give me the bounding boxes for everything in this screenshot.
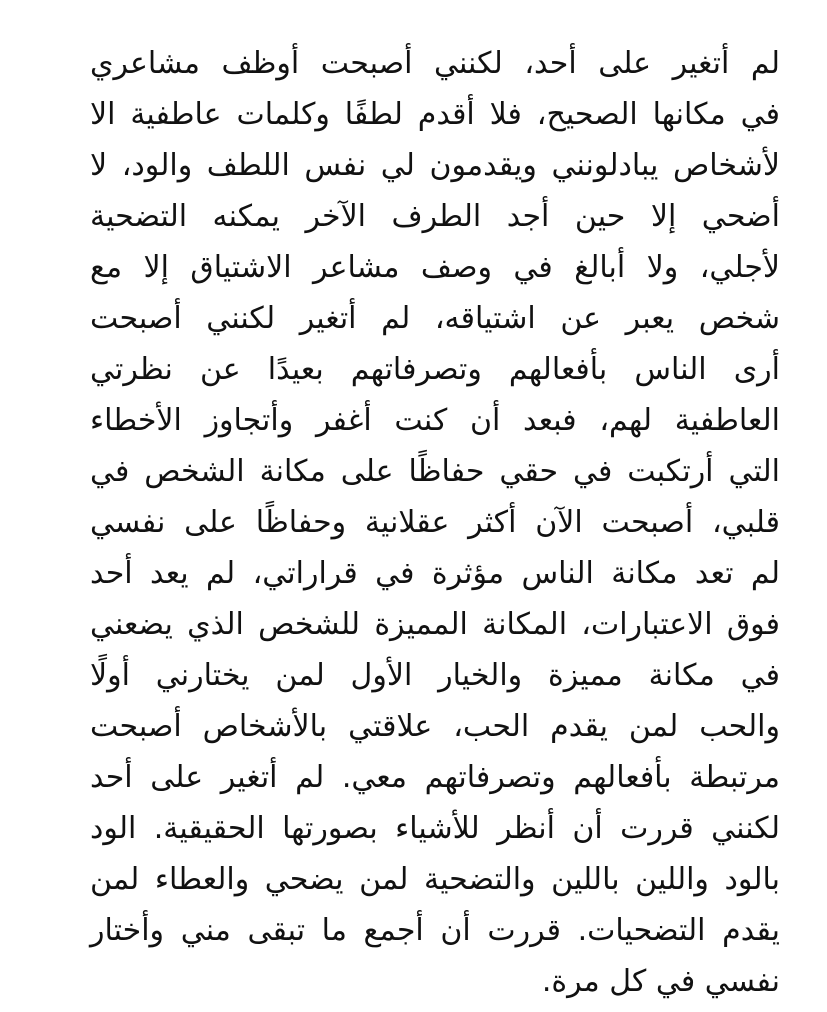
text-line-9: التي أرتكبت في حقي حفاظًا على مكانة الشخص في [90, 454, 780, 489]
text-line-8: العاطفية لهم، فبعد أن كنت أغفر وأتجاوز الأخطاء [90, 403, 780, 438]
text-line-14: والحب لمن يقدم الحب، علاقتي بالأشخاص أصبحت [90, 709, 780, 744]
text-line-16: لكنني قررت أن أنظر للأشياء بصورتها الحقيقية. الود [90, 811, 780, 846]
text-line-2: في مكانها الصحيح، فلا أقدم لطفًا وكلمات عاطفية الا [90, 97, 780, 132]
arabic-text-paragraph [90, 38, 780, 1007]
text-line-10: قلبي، أصبحت الآن أكثر عقلانية وحفاظًا على نفسي [90, 505, 780, 540]
text-line-4: أضحي إلا حين أجد الطرف الآخر يمكنه التضحية [90, 199, 780, 234]
text-line-19: نفسي في كل مرة. [541, 964, 780, 999]
text-line-6: شخص يعبر عن اشتياقه، لم أتغير لكنني أصبحت [90, 301, 780, 336]
text-line-18: يقدم التضحيات. قررت أن أجمع ما تبقى مني وأختار [90, 913, 780, 948]
text-line-12: فوق الاعتبارات، المكانة المميزة للشخص الذي يضعني [90, 607, 780, 642]
text-line-11: لم تعد مكانة الناس مؤثرة في قراراتي، لم يعد أحد [90, 556, 780, 591]
text-line-15: مرتبطة بأفعالهم وتصرفاتهم معي. لم أتغير على أحد [90, 760, 780, 795]
text-line-17: بالود واللين باللين والتضحية لمن يضحي والعطاء لمن [90, 862, 780, 897]
text-line-7: أرى الناس بأفعالهم وتصرفاتهم بعيدًا عن نظرتي [90, 352, 780, 387]
text-line-5: لأجلي، ولا أبالغ في وصف مشاعر الاشتياق إلا مع [90, 250, 780, 285]
text-line-13: في مكانة مميزة والخيار الأول لمن يختارني أولًا [90, 658, 780, 693]
text-line-1: لم أتغير على أحد، لكنني أصبحت أوظف مشاعري [90, 46, 780, 81]
text-line-3: لأشخاص يبادلونني ويقدمون لي نفس اللطف والود، لا [90, 148, 780, 183]
